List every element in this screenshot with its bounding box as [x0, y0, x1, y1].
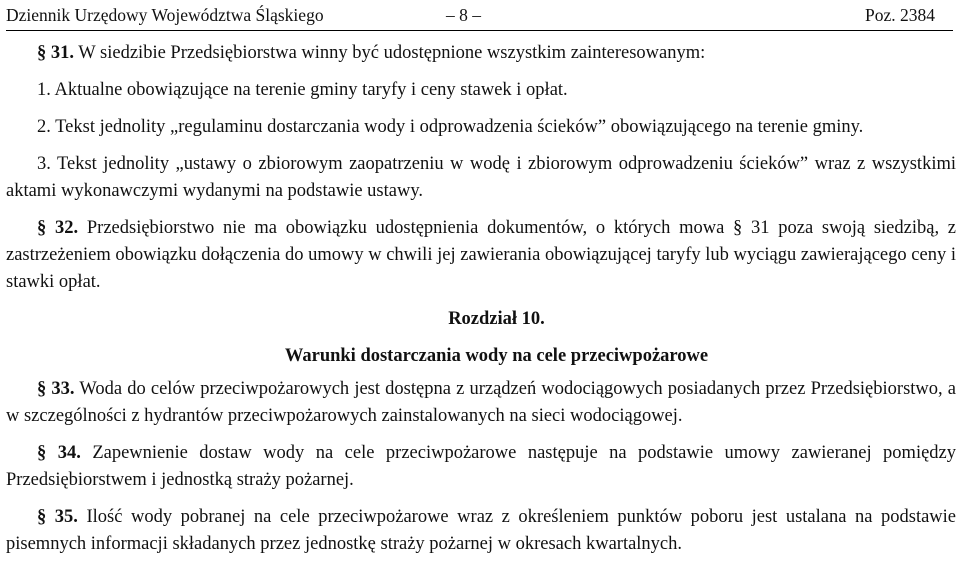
paragraph-32: [6, 215, 956, 296]
section-mark-31: § 31.: [37, 43, 74, 63]
paragraph-31-text: W siedzibie Przedsiębiorstwa winny być udostępnione wszystkim zainteresowanym:: [78, 43, 706, 63]
journal-title: Dziennik Urzędowy Województwa Śląskiego: [6, 5, 324, 25]
paragraph-31: [6, 40, 956, 67]
paragraph-33-text: Woda do celów przeciwpożarowych jest dostępna z urządzeń wodociągowych posiadanych przez Przedsiębiorstwo, a w szczególności z hydrantów przeciwpożarowych zainstalowanych na sieci wodociągowej.: [6, 379, 957, 426]
paragraph-35: [6, 504, 956, 558]
paragraph-34-text: Zapewnienie dostaw wody na cele przeciwpożarowe następuje na podstawie umowy zawieranej pomiędzy Przedsiębiorstwem i jednostką straży pożarnej.: [6, 443, 957, 490]
paragraph-34: [6, 440, 956, 494]
chapter-title: Warunki dostarczania wody na cele przeciwpożarowe: [284, 346, 709, 366]
list-item-3: 3. Tekst jednolity „ustawy o zbiorowym zaopatrzeniu w wodę i zbiorowym odprowadzeniu ścieków” wraz z wszystkimi aktami wykonawczymi wydanymi na podstawie ustawy.: [6, 154, 956, 201]
chapter-number: Rozdział 10.: [448, 309, 545, 329]
page-header: [6, 0, 953, 31]
section-mark-32: § 32.: [37, 218, 79, 238]
list-item-1: 1. Aktualne obowiązujące na terenie gminy taryfy i ceny stawek i opłat.: [37, 80, 568, 100]
position-number: Poz. 2384: [865, 5, 935, 25]
section-mark-34: § 34.: [37, 443, 81, 463]
document-body: [6, 40, 956, 568]
section-mark-35: § 35.: [37, 507, 78, 527]
section-mark-33: § 33.: [37, 379, 75, 399]
list-item-2: 2. Tekst jednolity „regulaminu dostarczania wody i odprowadzenia ścieków” obowiązującego na terenie gminy.: [37, 117, 864, 137]
paragraph-35-text: Ilość wody pobranej na cele przeciwpożarowe wraz z określeniem punktów poboru jest ustalana na podstawie pisemnych informacji składanych przez jednostkę straży pożarnej w okresach kwartalnych.: [6, 507, 957, 554]
paragraph-32-text: Przedsiębiorstwo nie ma obowiązku udostępnienia dokumentów, o których mowa § 31 poza swoją siedzibą, z zastrzeżeniem obowiązku dołączenia do umowy w chwili jej zawierania obowiązującej taryfy lub wyciągu zawierającego ceny i stawki opłat.: [6, 218, 957, 292]
paragraph-33: [6, 376, 956, 430]
page-number: – 8 –: [446, 5, 481, 25]
